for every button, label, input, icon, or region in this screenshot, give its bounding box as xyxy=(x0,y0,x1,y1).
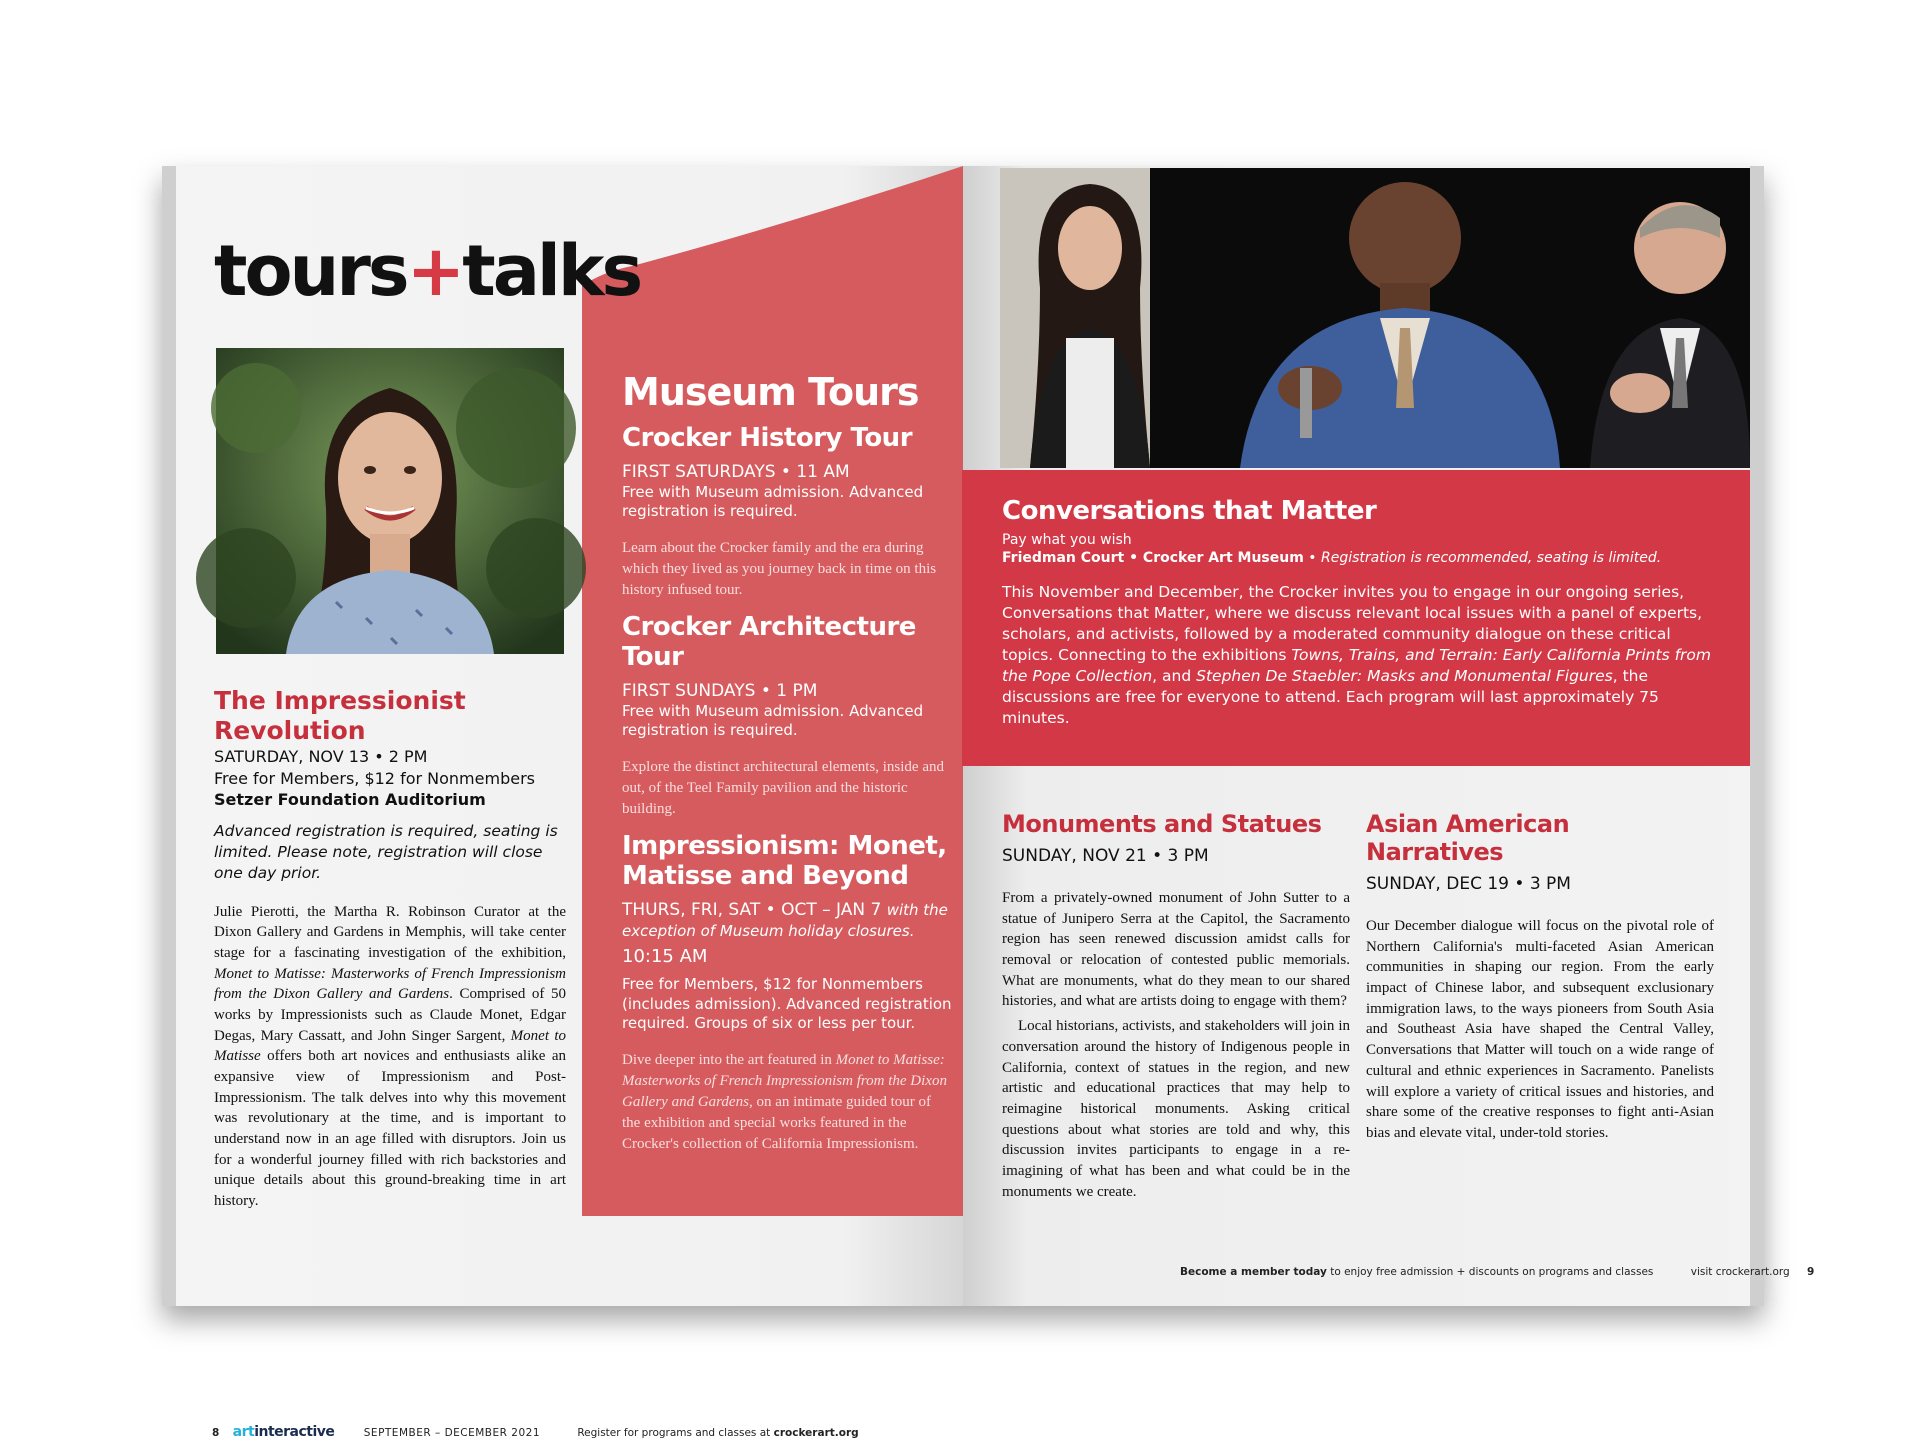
impressionist-location: Setzer Foundation Auditorium xyxy=(214,790,486,810)
conversations-body: This November and December, the Crocker invites you to engage in our ongoing series, Conversations that Matter, where we discuss relevant local issues with a panel of experts, scholars, and activists, followed by a moderated community dialogue on these critical topics. Connecting to the exhibitions Towns, Trains, and Terrain: Early California Prints from the Pope Collection, and Stephen De Staebler: Masks and Monumental Figures, the discussions are free for everyone to attend. Each program will last approximately 75 minutes. xyxy=(1002,583,1711,727)
left-page-number: 8 xyxy=(212,1427,220,1439)
monuments-date: SUNDAY, NOV 21 • 3 PM xyxy=(1002,846,1209,866)
monuments-body-1: From a privately-owned monument of John Sutter to a statue of Junipero Serra at the Capitol, the Sacramento region has seen renewed discussion amidst calls for removal or relocation of contested public memorials. What are monuments, what do they mean to our shared histories, and what are artists doing to engage with them? xyxy=(1002,890,1350,1010)
impressionism-tour-desc: Dive deeper into the art featured in Monet to Matisse: Masterworks of French Impressionism from the Dixon Gallery and Gardens, on an intimate guided tour of the exhibition and special works featured in the Crocker's collection of California Impressionism. xyxy=(622,1051,947,1152)
register-text: Register for programs and classes at crockerart.org xyxy=(577,1427,859,1439)
conversations-band xyxy=(962,470,1750,766)
architecture-tour-info: Free with Museum admission. Advanced registration is required. xyxy=(622,701,924,740)
page-edge-left xyxy=(162,166,176,1306)
history-tour-desc: Learn about the Crocker family and the era during which they lived as you journey back in time on this history infused tour. xyxy=(622,539,937,598)
impressionist-title: The Impressionist Revolution xyxy=(214,686,466,745)
asian-american-article xyxy=(1366,810,1714,1144)
conversations-location: Friedman Court • Crocker Art Museum • Registration is recommended, seating is limited. xyxy=(1002,550,1662,566)
asian-american-body: Our December dialogue will focus on the pivotal role of Northern California's multi-faceted Asian American communities in shaping our region. From the early impact of Chinese labor, and subsequent exclusionary immigration laws, to the ways pioneers from South Asia and Southeast Asia have shaped the Central Valley, Conversations that Matter will touch on a wide range of cultural and ethnic experiences in Sacramento. Panelists will explore a variety of critical issues and histories, and share some of the creative responses to fight anti-Asian bias and elevate vital, under-told stories. xyxy=(1366,918,1714,1141)
speaker-portrait-photo xyxy=(216,348,564,654)
conversations-pay: Pay what you wish xyxy=(1002,532,1132,548)
museum-tours-section xyxy=(622,372,952,1167)
issue-dates: SEPTEMBER – DECEMBER 2021 xyxy=(363,1427,540,1439)
impressionist-revolution-article xyxy=(214,686,566,1212)
history-tour-title: Crocker History Tour xyxy=(622,422,913,453)
impressionism-tour-title: Impressionism: Monet, Matisse and Beyond xyxy=(622,830,947,891)
history-tour-when: FIRST SATURDAYS • 11 AM xyxy=(622,461,850,482)
visit-text: visit crockerart.org xyxy=(1690,1266,1790,1278)
architecture-tour-when: FIRST SUNDAYS • 1 PM xyxy=(622,680,818,701)
conversations-content xyxy=(1002,496,1716,728)
asian-american-date: SUNDAY, DEC 19 • 3 PM xyxy=(1366,874,1571,894)
right-footer xyxy=(1180,1266,1814,1278)
artinteractive-logo: artinteractive xyxy=(232,1424,335,1440)
architecture-tour-desc: Explore the distinct architectural elements, inside and out, of the Teel Family pavilion and the historic building. xyxy=(622,758,944,817)
monuments-article xyxy=(1002,810,1350,1202)
impressionist-note: Advanced registration is required, seating is limited. Please note, registration will close one day prior. xyxy=(214,821,558,882)
impressionism-tour-time: 10:15 AM xyxy=(622,946,708,968)
impressionist-date: SATURDAY, NOV 13 • 2 PM xyxy=(214,747,428,766)
history-tour-info: Free with Museum admission. Advanced registration is required. xyxy=(622,482,924,521)
right-page-number: 9 xyxy=(1807,1266,1815,1278)
monuments-title: Monuments and Statues xyxy=(1002,810,1322,838)
tours-talks-logo: tours+talks xyxy=(214,230,641,312)
museum-tours-heading: Museum Tours xyxy=(622,370,919,414)
left-footer xyxy=(212,1424,859,1440)
page-edge-right xyxy=(1750,166,1764,1306)
asian-american-title: Asian American Narratives xyxy=(1366,810,1570,866)
membership-text: Become a member today to enjoy free admission + discounts on programs and classes xyxy=(1180,1266,1654,1278)
impressionist-price: Free for Members, $12 for Nonmembers xyxy=(214,768,535,788)
monuments-body-2: Local historians, activists, and stakeholders will join in conversation around the history of Indigenous people in California, context of statues in the region, and new artistic and educational practices that may help to reimagine historical monuments. Asking critical questions about what stories are told and why, this discussion invites participants to engage in a re-imagining of what has been and what could be in the monuments we create. xyxy=(1002,1018,1350,1200)
panel-discussion-photo xyxy=(1000,168,1750,468)
conversations-title: Conversations that Matter xyxy=(1002,496,1377,526)
architecture-tour-title: Crocker Architecture Tour xyxy=(622,611,916,672)
impressionism-tour-when: THURS, FRI, SAT • OCT – JAN 7 with the exception of Museum holiday closures. xyxy=(622,899,948,940)
impressionism-tour-info: Free for Members, $12 for Nonmembers (includes admission). Advanced registration required. Groups of six or less per tour. xyxy=(622,975,952,1033)
impressionist-body: Julie Pierotti, the Martha R. Robinson Curator at the Dixon Gallery and Gardens in Memphis, will take center stage for a fascinating investigation of the exhibition, Monet to Matisse: Masterworks of French Impressionism from the Dixon Gallery and Gardens. Comprised of 50 works by Impressionists such as Claude Monet, Edgar Degas, Mary Cassatt, and John Singer Sargent, Monet to Matisse offers both art novices and enthusiasts alike an expansive view of Impressionism and Post-Impressionism. The talk delves into why this movement was revolutionary at the time, and is important to understand now in an age filled with disruptors. Join us for a wonderful journey filled with rich backstories and unique details about this ground-breaking time in art history. xyxy=(214,903,567,1210)
left-page xyxy=(162,166,963,1440)
